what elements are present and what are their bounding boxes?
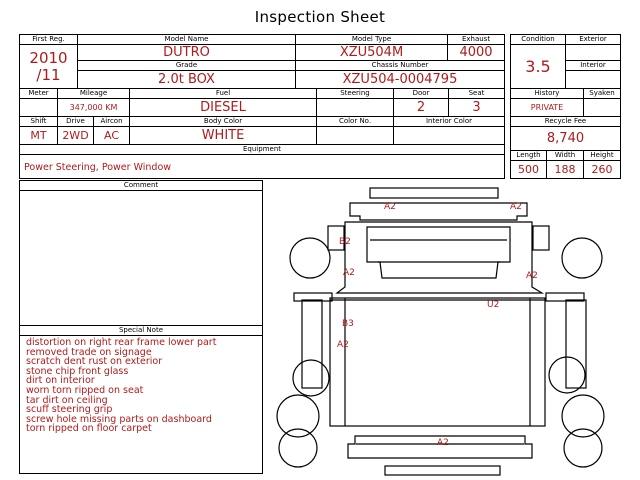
first-reg-value (20, 45, 78, 89)
vehicle-diagram (270, 180, 630, 476)
length-label: Length (511, 151, 547, 161)
fuel-value: DIESEL (130, 99, 317, 117)
note-item: torn ripped on floor carpet (26, 423, 152, 435)
interior-label: Interior (566, 61, 621, 71)
height-label: Height (584, 151, 621, 161)
exterior-label: Exterior (566, 35, 621, 45)
note-item: worn torn ripped on seat (26, 384, 144, 396)
first-reg-label: First Reg. (20, 35, 78, 45)
door-value: 2 (394, 99, 449, 117)
note-item: screw hole missing parts on dashboard (26, 413, 212, 425)
condition-grid (510, 34, 621, 89)
model-name-label: Model Name (78, 35, 296, 45)
right-rear-wheel (562, 395, 604, 437)
note-item: distortion on right rear frame lower part (26, 337, 217, 348)
left-rear-wheel (277, 395, 319, 437)
steering-value (317, 99, 394, 117)
recycle-fee-label: Recycle Fee (511, 117, 621, 127)
mark-top-right: A2 (510, 202, 522, 212)
windshield (367, 227, 510, 278)
history-grid (510, 88, 621, 179)
exhaust-label: Exhaust (448, 35, 505, 45)
front-bumper (350, 203, 527, 220)
mileage-value: 347,000 KM (58, 99, 130, 117)
first-reg-month: /11 (36, 65, 61, 84)
height-value: 260 (584, 161, 621, 179)
steering-label: Steering (317, 89, 394, 99)
windshield-inner (370, 240, 507, 262)
model-type-label: Model Type (296, 35, 448, 45)
first-reg-year: 2010 (29, 48, 68, 67)
meter-value (20, 99, 58, 117)
interior-value (566, 71, 621, 89)
door-label: Door (394, 89, 449, 99)
cab-outline (337, 222, 542, 293)
left-mid-wheel (293, 360, 329, 396)
comment-box (19, 180, 263, 326)
seat-value: 3 (449, 99, 505, 117)
mark-left-cab: A2 (343, 268, 355, 278)
note-item: tar dirt on ceiling (26, 394, 108, 406)
spec-grid (19, 88, 505, 179)
mark-center: U2 (487, 300, 500, 310)
grade-value: 2.0t BOX (78, 71, 296, 89)
equipment-label: Equipment (20, 145, 505, 155)
shift-label: Shift (20, 117, 58, 127)
note-item: removed trade on signage (26, 346, 152, 358)
vehicle-info-grid (19, 34, 505, 89)
fuel-label: Fuel (130, 89, 317, 99)
interior-color-value (394, 127, 505, 145)
front-left-wheel (290, 238, 330, 278)
model-name-value: DUTRO (78, 45, 296, 61)
drive-value: 2WD (58, 127, 94, 145)
recycle-fee-value: 8,740 (511, 127, 621, 151)
comment-label: Comment (20, 181, 262, 191)
right-lower-wheel (564, 429, 602, 467)
exhaust-value: 4000 (448, 45, 505, 61)
body-color-label: Body Color (130, 117, 317, 127)
rear-plate (385, 466, 500, 475)
drive-label: Drive (58, 117, 94, 127)
mark-left-upper: B2 (339, 237, 351, 247)
chassis-label: Chassis Number (296, 61, 505, 71)
color-no-value (317, 127, 394, 145)
front-right-wheel (562, 238, 602, 278)
mark-left-lower: A2 (337, 340, 349, 350)
equipment-text: Power Steering, Power Window (24, 162, 172, 173)
chassis-value: XZU504-0004795 (296, 71, 505, 89)
length-value: 500 (511, 161, 547, 179)
mark-bottom: A2 (437, 438, 449, 448)
right-side-box (566, 300, 586, 388)
note-item: dirt on interior (26, 375, 95, 387)
model-type-value: XZU504M (296, 45, 448, 61)
aircon-label: Aircon (94, 117, 130, 127)
mark-top-left: A2 (384, 202, 396, 212)
color-no-label: Color No. (317, 117, 394, 127)
mark-right-cab: A2 (526, 271, 538, 281)
mark-left-mid: B3 (342, 319, 354, 329)
syaken-label: Syaken (584, 89, 621, 99)
note-item: scuff steering grip (26, 404, 113, 416)
equipment-value (20, 155, 505, 179)
condition-value: 3.5 (511, 45, 566, 89)
note-item: scratch dent rust on exterior (26, 356, 163, 368)
left-side-box (302, 300, 322, 388)
history-label: History (511, 89, 584, 99)
front-bumper-top (370, 188, 498, 198)
mileage-label: Mileage (58, 89, 130, 99)
special-note-label: Special Note (20, 326, 262, 336)
aircon-value: AC (94, 127, 130, 145)
history-value: PRIVATE (511, 99, 584, 117)
grade-label: Grade (78, 61, 296, 71)
special-note-list (20, 336, 262, 434)
syaken-value (584, 99, 621, 117)
left-lower-wheel (279, 429, 317, 467)
exterior-value (566, 45, 621, 61)
meter-label: Meter (20, 89, 58, 99)
cargo-box (330, 298, 545, 426)
shift-value: MT (20, 127, 58, 145)
sheet-title: Inspection Sheet (254, 8, 386, 26)
note-item: stone chip front glass (26, 365, 129, 377)
width-value: 188 (547, 161, 584, 179)
right-mirror (533, 226, 549, 250)
body-color-value: WHITE (130, 127, 317, 145)
special-note-box (19, 325, 263, 474)
seat-label: Seat (449, 89, 505, 99)
width-label: Width (547, 151, 584, 161)
condition-label: Condition (511, 35, 566, 45)
interior-color-label: Interior Color (394, 117, 505, 127)
